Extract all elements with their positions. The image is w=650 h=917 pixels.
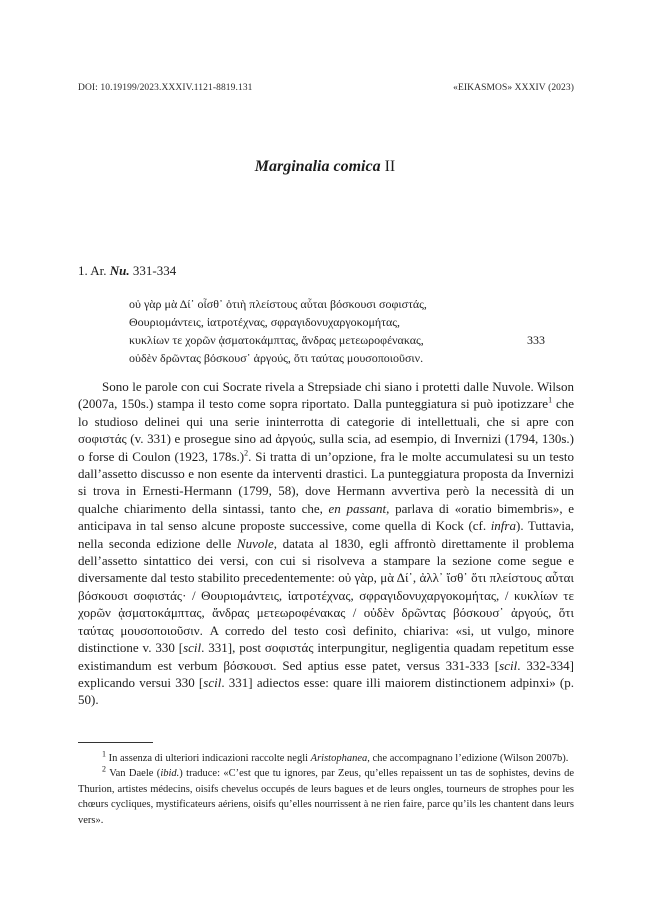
text-run: . Si tratta di un’opzione, fra le molte accumulatesi su un testo dall’assetto discusso e non esente da interventi drastici. La punteggiatura proposta da Invernizi si trova in Ernesti-Hermann (1799, 58), dove Hermann avvertiva però la necessità di un qualche chiarimento della sintassi, tanto che, [78, 448, 574, 516]
text-run: ). Tuttavia, nella seconda edizione delle [78, 518, 574, 551]
verse-line [129, 349, 549, 367]
footnote-number: 1 [102, 749, 106, 759]
verse-text: οὐδὲν δρῶντας βόσκουσ᾽ ἀργούς, ὅτι ταύτας μουσοποιοῦσιν. [129, 351, 424, 365]
text-run: ) traduce: «C’est que tu ignores, par Zeus, qu’elles repaissent un tas de sophistes, devins de Thurion, artistes médecins, oisifs chevelus occupés de leurs bagues et de leurs ongles, tourneurs de strophes pour les chœurs cycliques, mystificateurs aériens, oisifs qu’elles nourrissent à ne rien faire, parce qu’ils les chantent dans leurs vers». [78, 768, 574, 826]
body-text [78, 378, 574, 709]
text-run: , parlava di «oratio bimembris», e anticipava in tal senso alcune proposte successive, come quella di Kock (cf. [78, 500, 575, 534]
italic-run: Nuvole [236, 535, 274, 551]
verse-line [129, 295, 549, 313]
italic-run: en passant [328, 500, 387, 516]
footnotes [78, 751, 574, 828]
text-run: che lo studioso delinei qui una serie ininterrotta di categorie di intellettuali, che si apre con σοφιστάς (v. 331) e prosegue sino ad ἀργούς, sulla scia, ad esempio, di Invernizi (1794, 130s.) o forse di Coulon (1923, 178s.) [78, 396, 575, 464]
text-run: . 331] adiectos esse: quare illi maiorem distinctionem adpinxi» (p. 50). [78, 674, 574, 708]
footnote-number: 2 [102, 764, 106, 774]
verse-line [129, 331, 549, 349]
running-header [78, 83, 574, 93]
footnote-1 [78, 751, 574, 766]
section-heading [78, 263, 176, 279]
article-title [0, 158, 650, 176]
italic-run: Aristophanea [310, 753, 368, 764]
italic-run: scil [499, 657, 518, 673]
italic-run: scil [203, 674, 222, 690]
italic-run: ibid. [160, 768, 180, 780]
paragraph [78, 378, 574, 709]
footnote-ref[interactable]: 1 [548, 396, 553, 406]
text-run: Sono le parole con cui Socrate rivela a Strepsiade chi siano i protetti dalle Nuvole. Wilson (2007a, 150s.) stampa il testo come sopra riportato. Dalla punteggiatura si può ipotizzare [78, 379, 574, 412]
italic-run: infra [490, 518, 516, 534]
verse-text: οὐ γὰρ μὰ Δί᾽ οἶσθ᾽ ὁτιὴ πλείστους αὗται βόσκουσι σοφιστάς, [129, 297, 427, 311]
verse-number: 333 [527, 333, 545, 347]
footnote-divider [78, 742, 153, 743]
title-italic: Marginalia comica [254, 158, 381, 175]
text-run: , datata al 1830, egli affrontò direttamente il problema dell’assetto sintattico dei versi, con cui si risolveva a stampare la sezione come segue e diversamente dal testo stabilito precedentemente: οὐ γὰρ, μὰ Δί᾽, ἀλλ᾽ ἴσθ᾽ ὅτι πλείστους αὗται βόσκουσι σοφιστάς· / Θουριομάντεις, ἰατροτέχνας, σφραγιδονυχαργοκομήτας, / κυκλίων τε χορῶν ᾀσματοκάμπτας, ἄνδρας μετεωροφένακας / οὐδὲν δρῶντας βόσκουσ᾽ ἀργούς, ὅτι ταύτας μουσοποιοῦσιν. A corredo del testo così definito, chiariva: «si, ut vulgo, minore distinctione v. 330 [ [78, 535, 574, 656]
text-run: . 332-334] explicando versui 330 [ [78, 657, 574, 690]
journal-text: «EIKASMOS» XXXIV (2023) [453, 83, 574, 93]
section-range: 331-334 [132, 263, 177, 278]
doi-text: DOI: 10.19199/2023.XXXIV.1121-8819.131 [78, 83, 253, 93]
section-work: Nu. [109, 263, 130, 278]
text-run: , che accompagnano l’edizione (Wilson 2007b). [367, 753, 569, 764]
text-run: In assenza di ulteriori indicazioni raccolte negli [106, 753, 311, 764]
text-run: . 331], post σοφιστάς interpungitur, negligentia quadam repetitum esse existimandum est verbum βόσκουσι. Sed aptius esse patet, versus 331-333 [ [78, 640, 574, 673]
verse-text: Θουριομάντεις, ἰατροτέχνας, σφραγιδονυχαργοκομήτας, [129, 315, 401, 329]
italic-run: scil [183, 640, 202, 656]
verse-line [129, 313, 549, 331]
verse-text: κυκλίων τε χορῶν ᾀσματοκάμπτας, ἄνδρας μετεωροφένακας, [129, 333, 424, 347]
greek-verses [129, 295, 549, 367]
footnote-2 [78, 766, 574, 828]
section-number: 1. Ar. [78, 263, 107, 278]
footnote-ref[interactable]: 2 [244, 448, 249, 458]
text-run: Van Daele ( [106, 768, 161, 780]
title-numeral: II [384, 158, 396, 175]
